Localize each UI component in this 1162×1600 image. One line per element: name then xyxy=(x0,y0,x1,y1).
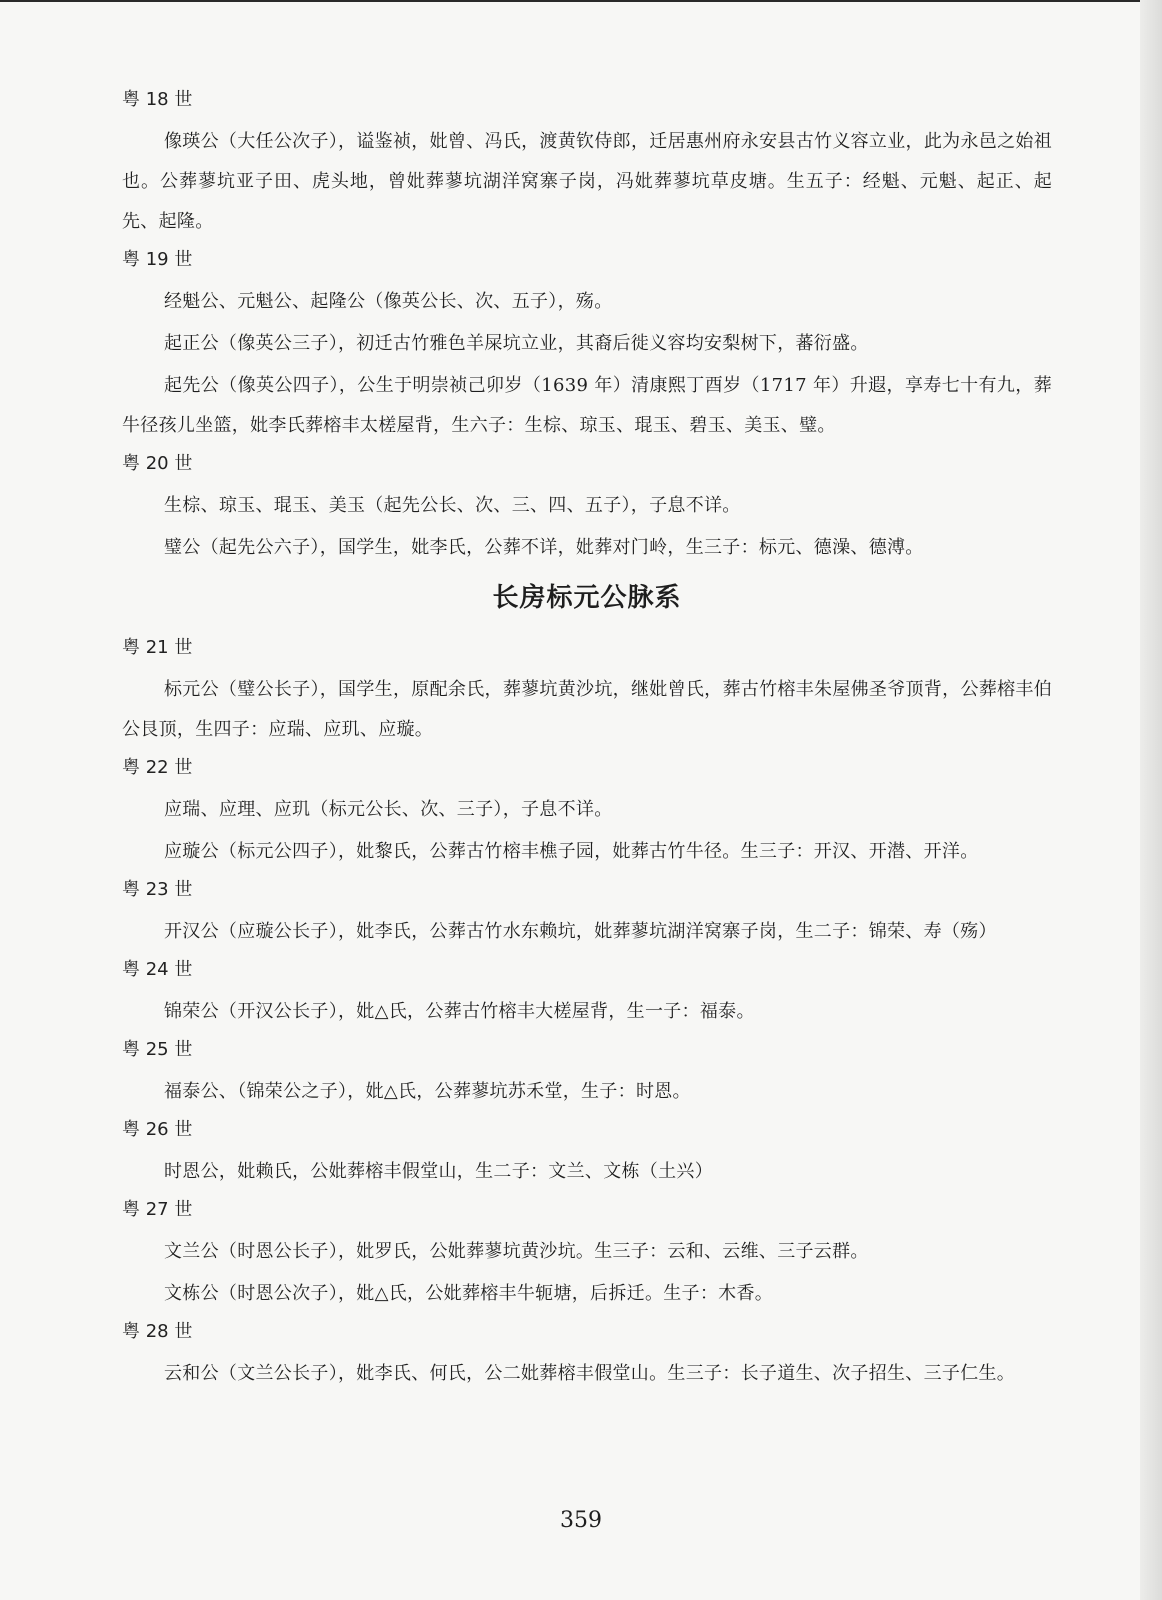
genealogy-entry: 开汉公（应璇公长子），妣李氏，公葬古竹水东赖坑，妣葬蓼坑湖洋窝寨子岗，生二子：锦荣、寿（殇） xyxy=(164,921,997,942)
generation-heading: 粤 22 世 xyxy=(122,757,193,778)
generation-heading: 粤 28 世 xyxy=(122,1321,193,1342)
genealogy-entry: 经魁公、元魁公、起隆公（像英公长、次、五子），殇。 xyxy=(164,291,613,312)
generation-heading: 粤 18 世 xyxy=(122,89,193,110)
genealogy-entry: 福泰公、（锦荣公之子），妣△氏，公葬蓼坑苏禾堂，生子：时恩。 xyxy=(164,1081,691,1102)
generation-heading: 粤 23 世 xyxy=(122,879,193,900)
generation-heading: 粤 20 世 xyxy=(122,453,193,474)
genealogy-entry: 生棕、琼玉、琨玉、美玉（起先公长、次、三、四、五子），子息不详。 xyxy=(164,495,741,516)
generation-heading: 粤 19 世 xyxy=(122,249,193,270)
document-page xyxy=(122,88,1052,1396)
genealogy-entry: 璧公（起先公六子），国学生，妣李氏，公葬不详，妣葬对门岭，生三子：标元、德澡、德溥。 xyxy=(164,537,924,558)
generation-heading: 粤 21 世 xyxy=(122,637,193,658)
genealogy-entry: 锦荣公（开汉公长子），妣△氏，公葬古竹榕丰大槎屋背，生一子：福泰。 xyxy=(164,1001,755,1022)
genealogy-entry: 云和公（文兰公长子），妣李氏、何氏，公二妣葬榕丰假堂山。生三子：长子道生、次子招生、三子仁生。 xyxy=(164,1363,1016,1384)
generation-heading: 粤 26 世 xyxy=(122,1119,193,1140)
generation-heading: 粤 27 世 xyxy=(122,1199,193,1220)
genealogy-entry: 起先公（像英公四子），公生于明崇祯己卯岁（1639 年）清康熙丁酉岁（1717 年）升遐，享寿七十有九，葬牛径孩儿坐篮，妣李氏葬榕丰太槎屋背，生六子：生棕、琼玉、琨玉、碧玉、美玉、璧。 xyxy=(122,375,1052,436)
page-top-rule xyxy=(0,0,1140,2)
genealogy-entry: 应璇公（标元公四子），妣黎氏，公葬古竹榕丰樵子园，妣葬古竹牛径。生三子：开汉、开潜、开洋。 xyxy=(164,841,979,862)
section-title: 长房标元公脉系 xyxy=(492,583,682,613)
page-number: 359 xyxy=(560,1508,602,1533)
generation-heading: 粤 24 世 xyxy=(122,959,193,980)
genealogy-entry: 时恩公，妣赖氏，公妣葬榕丰假堂山，生二子：文兰、文栋（土兴） xyxy=(164,1161,713,1182)
generation-heading: 粤 25 世 xyxy=(122,1039,193,1060)
genealogy-entry: 起正公（像英公三子），初迁古竹雅色羊屎坑立业，其裔后徙义容均安梨树下，蕃衍盛。 xyxy=(164,333,869,354)
genealogy-entry: 像瑛公（大任公次子），谥鉴祯，妣曾、冯氏，渡黄钦侍郎，迁居惠州府永安县古竹义容立业，此为永邑之始祖也。公葬蓼坑亚子田、虎头地，曾妣葬蓼坑湖洋窝寨子岗，冯妣葬蓼坑草皮塘。生五子：经魁、元魁、起正、起先、起隆。 xyxy=(122,131,1052,232)
genealogy-entry: 文兰公（时恩公长子），妣罗氏，公妣葬蓼坑黄沙坑。生三子：云和、云维、三子云群。 xyxy=(164,1241,869,1262)
genealogy-entry: 文栋公（时恩公次子），妣△氏，公妣葬榕丰牛轭塘，后拆迁。生子：木香。 xyxy=(164,1283,774,1304)
genealogy-entry: 标元公（璧公长子），国学生，原配余氏，葬蓼坑黄沙坑，继妣曾氏，葬古竹榕丰朱屋佛圣爷顶背，公葬榕丰伯公艮顶，生四子：应瑞、应玑、应璇。 xyxy=(122,679,1052,740)
genealogy-entry: 应瑞、应理、应玑（标元公长、次、三子），子息不详。 xyxy=(164,799,613,820)
scan-edge-shadow xyxy=(1140,0,1162,1600)
